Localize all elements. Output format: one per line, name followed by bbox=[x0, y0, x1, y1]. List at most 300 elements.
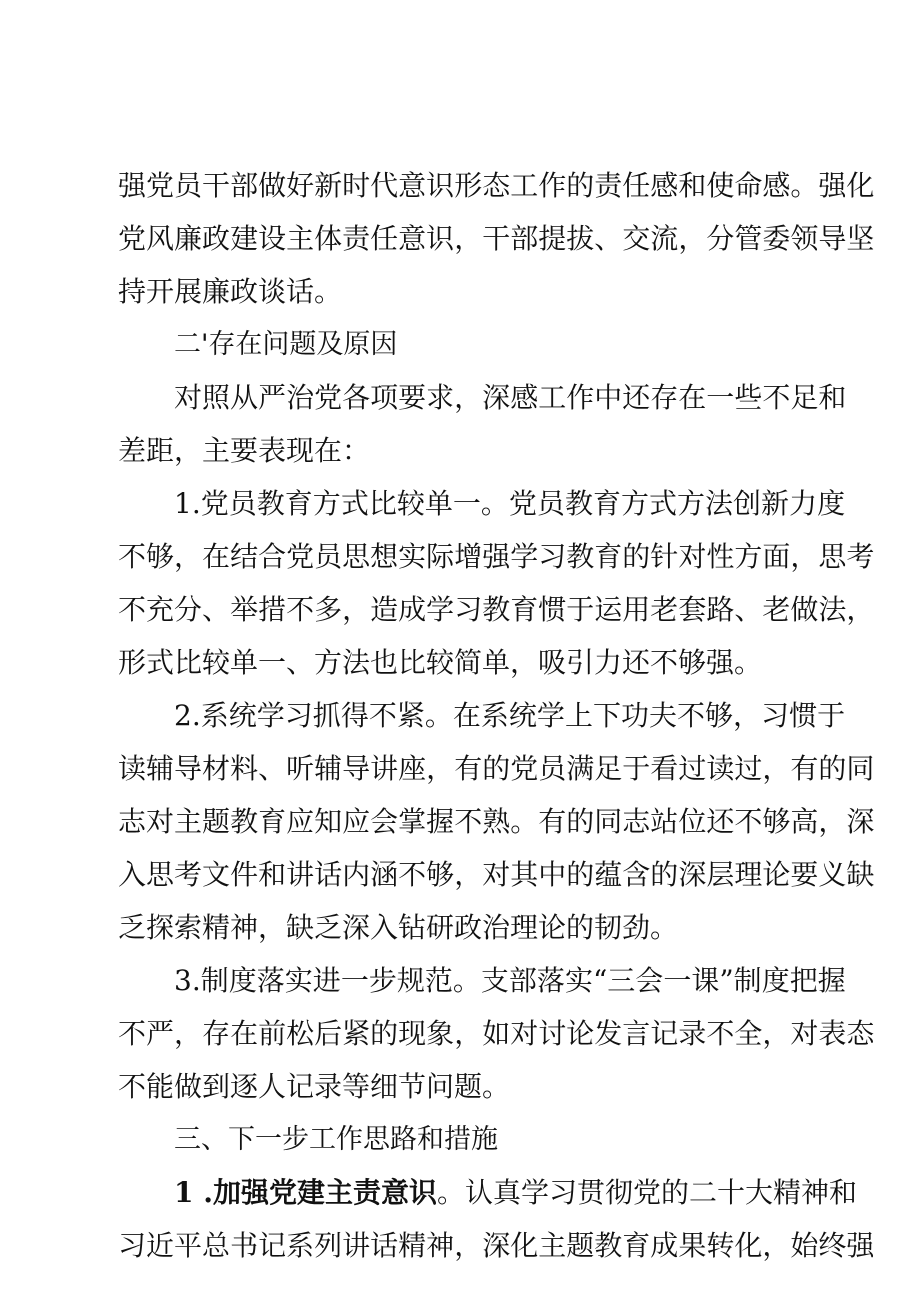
glyph: 一 bbox=[340, 964, 369, 997]
glyph: ， bbox=[678, 222, 707, 255]
section-heading: 三、下一步工作思路和措施 bbox=[174, 1124, 498, 1155]
glyph: 党 bbox=[200, 487, 229, 520]
glyph: 精 bbox=[398, 1229, 427, 1262]
glyph: 坚 bbox=[846, 222, 875, 255]
glyph: 深 bbox=[678, 858, 707, 891]
glyph: 感 bbox=[762, 169, 791, 202]
body-text-line: 形式比较单一、方法也比较简单，吸引力还不够强。 bbox=[118, 646, 763, 679]
glyph: 握 bbox=[426, 805, 455, 838]
glyph: ， bbox=[733, 699, 762, 732]
glyph: 对 bbox=[146, 805, 175, 838]
glyph: 员 bbox=[228, 487, 257, 520]
glyph: 全 bbox=[734, 1017, 763, 1050]
glyph: 讲 bbox=[370, 752, 399, 785]
glyph: 化 bbox=[734, 1229, 763, 1262]
glyph: 落 bbox=[256, 964, 285, 997]
glyph: 系 bbox=[200, 699, 229, 732]
glyph: 育 bbox=[258, 805, 287, 838]
glyph: 想 bbox=[370, 540, 399, 573]
glyph: 。 bbox=[510, 805, 539, 838]
glyph: 习 bbox=[538, 540, 567, 573]
glyph: 分 bbox=[706, 222, 735, 255]
glyph: 惯 bbox=[789, 699, 818, 732]
glyph: 站 bbox=[650, 805, 679, 838]
glyph: 知 bbox=[314, 805, 343, 838]
body-text-line bbox=[118, 158, 875, 214]
glyph: 话 bbox=[370, 1229, 399, 1262]
body-text-line bbox=[174, 688, 846, 744]
glyph: 方 bbox=[734, 540, 763, 573]
glyph: 平 bbox=[174, 1229, 203, 1262]
body-text-line: 持开展廉政谈话。 bbox=[118, 275, 343, 308]
body-text-line bbox=[118, 582, 875, 638]
glyph: 使 bbox=[706, 169, 735, 202]
glyph: 党 bbox=[146, 169, 175, 202]
glyph: 课 bbox=[691, 964, 720, 997]
glyph: 任 bbox=[622, 169, 651, 202]
glyph: 主 bbox=[174, 805, 203, 838]
glyph: 满 bbox=[566, 752, 595, 785]
glyph: 对 bbox=[174, 381, 203, 414]
glyph: 发 bbox=[594, 1017, 623, 1050]
glyph: 应 bbox=[286, 805, 315, 838]
glyph: 件 bbox=[230, 858, 259, 891]
glyph: 中 bbox=[594, 381, 623, 414]
glyph: 化 bbox=[510, 1229, 539, 1262]
glyph: 严 bbox=[258, 381, 287, 414]
glyph: 识 bbox=[426, 169, 455, 202]
glyph: 态 bbox=[482, 169, 511, 202]
glyph: 法 bbox=[818, 593, 847, 626]
glyph: 不 bbox=[677, 699, 706, 732]
glyph: 制 bbox=[733, 964, 762, 997]
glyph: 、 bbox=[594, 222, 623, 255]
glyph: 员 bbox=[538, 752, 567, 785]
glyph: 意 bbox=[398, 169, 427, 202]
glyph: 际 bbox=[426, 540, 455, 573]
glyph: 终 bbox=[818, 1229, 847, 1262]
glyph: 座 bbox=[398, 752, 427, 785]
glyph: 感 bbox=[510, 381, 539, 414]
glyph: 提 bbox=[538, 222, 567, 255]
body-text-line bbox=[174, 476, 846, 532]
glyph: 握 bbox=[817, 964, 846, 997]
glyph: 下 bbox=[592, 699, 621, 732]
glyph: 思 bbox=[818, 540, 847, 573]
body-text-line bbox=[118, 741, 875, 797]
glyph: 习 bbox=[761, 699, 790, 732]
glyph: 不 bbox=[706, 1017, 735, 1050]
glyph: 增 bbox=[454, 540, 483, 573]
glyph: 文 bbox=[202, 858, 231, 891]
glyph: 料 bbox=[230, 752, 259, 785]
glyph: 进 bbox=[312, 964, 341, 997]
glyph: 前 bbox=[258, 1017, 287, 1050]
glyph: 部 bbox=[508, 964, 537, 997]
glyph: 照 bbox=[202, 381, 231, 414]
glyph: 党 bbox=[286, 540, 315, 573]
glyph: 习 bbox=[118, 1229, 147, 1262]
glyph: 项 bbox=[370, 381, 399, 414]
glyph: 教 bbox=[482, 593, 511, 626]
glyph: 分 bbox=[174, 593, 203, 626]
glyph: 合 bbox=[258, 540, 287, 573]
body-text-line: 不能做到逐人记录等细节问题。 bbox=[118, 1070, 511, 1103]
glyph: 委 bbox=[762, 222, 791, 255]
glyph: 在 bbox=[230, 1017, 259, 1050]
glyph: 不 bbox=[762, 381, 791, 414]
glyph: 建 bbox=[230, 222, 259, 255]
glyph: 得 bbox=[340, 699, 369, 732]
glyph: 交 bbox=[622, 222, 651, 255]
body-text-line bbox=[174, 370, 847, 426]
glyph: 形 bbox=[454, 169, 483, 202]
glyph: 一 bbox=[706, 381, 735, 414]
glyph: 作 bbox=[538, 169, 567, 202]
glyph: 主 bbox=[538, 1229, 567, 1262]
glyph: 廉 bbox=[174, 222, 203, 255]
glyph: 中 bbox=[538, 858, 567, 891]
glyph: 不 bbox=[734, 805, 763, 838]
glyph: 1 bbox=[174, 487, 192, 520]
glyph: 深 bbox=[482, 1229, 511, 1262]
glyph: 党 bbox=[314, 381, 343, 414]
glyph: ， bbox=[342, 593, 371, 626]
glyph: 有 bbox=[790, 752, 819, 785]
glyph: 步 bbox=[368, 964, 397, 997]
glyph: 深 bbox=[846, 805, 875, 838]
glyph: 。 bbox=[480, 487, 509, 520]
glyph: 党 bbox=[508, 487, 537, 520]
glyph: 应 bbox=[342, 805, 371, 838]
glyph: 够 bbox=[146, 540, 175, 573]
glyph: 结 bbox=[230, 540, 259, 573]
glyph: 后 bbox=[314, 1017, 343, 1050]
glyph: 志 bbox=[622, 805, 651, 838]
glyph: 过 bbox=[734, 752, 763, 785]
glyph: 系 bbox=[480, 699, 509, 732]
glyph: 辅 bbox=[314, 752, 343, 785]
glyph: 夫 bbox=[648, 699, 677, 732]
glyph: 对 bbox=[510, 1017, 539, 1050]
glyph: 员 bbox=[314, 540, 343, 573]
glyph: 制 bbox=[200, 964, 229, 997]
glyph: 设 bbox=[258, 222, 287, 255]
glyph: 有 bbox=[454, 752, 483, 785]
body-text-line bbox=[118, 529, 875, 585]
glyph: ， bbox=[818, 805, 847, 838]
glyph: 举 bbox=[230, 593, 259, 626]
glyph: 实 bbox=[284, 964, 313, 997]
glyph: 多 bbox=[314, 593, 343, 626]
glyph: 入 bbox=[118, 858, 147, 891]
glyph: 义 bbox=[818, 858, 847, 891]
glyph: 有 bbox=[538, 805, 567, 838]
glyph: 够 bbox=[762, 805, 791, 838]
glyph: 性 bbox=[706, 540, 735, 573]
glyph: 一 bbox=[452, 487, 481, 520]
glyph: 强 bbox=[118, 169, 147, 202]
glyph: 听 bbox=[286, 752, 315, 785]
glyph: 路 bbox=[706, 593, 735, 626]
glyph: 深 bbox=[482, 381, 511, 414]
glyph: 对 bbox=[482, 858, 511, 891]
glyph: 新 bbox=[761, 487, 790, 520]
glyph: 学 bbox=[510, 540, 539, 573]
glyph: 志 bbox=[118, 805, 147, 838]
glyph: 还 bbox=[622, 381, 651, 414]
glyph: 时 bbox=[342, 169, 371, 202]
glyph: 题 bbox=[202, 805, 231, 838]
glyph: 总 bbox=[202, 1229, 231, 1262]
glyph: 育 bbox=[284, 487, 313, 520]
glyph: 育 bbox=[510, 593, 539, 626]
glyph: 代 bbox=[370, 169, 399, 202]
glyph: 的 bbox=[370, 1017, 399, 1050]
glyph: 言 bbox=[622, 1017, 651, 1050]
glyph: 功 bbox=[620, 699, 649, 732]
glyph: 教 bbox=[594, 1229, 623, 1262]
glyph: ， bbox=[174, 1017, 203, 1050]
glyph: 面 bbox=[762, 540, 791, 573]
glyph: 列 bbox=[314, 1229, 343, 1262]
glyph: 新 bbox=[314, 169, 343, 202]
glyph: 流 bbox=[650, 222, 679, 255]
glyph: 规 bbox=[396, 964, 425, 997]
glyph: 工 bbox=[510, 169, 539, 202]
glyph: 式 bbox=[648, 487, 677, 520]
glyph: 方 bbox=[312, 487, 341, 520]
glyph: 造 bbox=[370, 593, 399, 626]
glyph: 。 bbox=[424, 699, 453, 732]
glyph: 涵 bbox=[370, 858, 399, 891]
glyph: 任 bbox=[370, 222, 399, 255]
glyph: 学 bbox=[426, 593, 455, 626]
glyph: 风 bbox=[146, 222, 175, 255]
glyph: 始 bbox=[790, 1229, 819, 1262]
glyph: 识 bbox=[426, 222, 455, 255]
glyph: 不 bbox=[118, 1017, 147, 1050]
body-text-line: 乏探索精神，缺乏深入钻研政治理论的韧劲。 bbox=[118, 911, 679, 944]
glyph: 对 bbox=[678, 540, 707, 573]
glyph: 员 bbox=[174, 169, 203, 202]
glyph: 和 bbox=[818, 381, 847, 414]
glyph: 在 bbox=[202, 540, 231, 573]
glyph: 部 bbox=[230, 169, 259, 202]
glyph: 不 bbox=[454, 805, 483, 838]
glyph: 不 bbox=[398, 858, 427, 891]
glyph: 拔 bbox=[566, 222, 595, 255]
glyph: 态 bbox=[846, 1017, 875, 1050]
glyph: 。 bbox=[452, 964, 481, 997]
glyph: 习 bbox=[284, 699, 313, 732]
glyph: 的 bbox=[566, 805, 595, 838]
glyph: 的 bbox=[566, 858, 595, 891]
glyph: 理 bbox=[734, 858, 763, 891]
glyph: 论 bbox=[566, 1017, 595, 1050]
glyph: 现 bbox=[398, 1017, 427, 1050]
glyph: 同 bbox=[846, 752, 875, 785]
glyph: 的 bbox=[650, 858, 679, 891]
glyph: 员 bbox=[536, 487, 565, 520]
glyph: 干 bbox=[482, 222, 511, 255]
glyph: 导 bbox=[818, 222, 847, 255]
glyph: 其 bbox=[510, 858, 539, 891]
glyph: 不 bbox=[286, 593, 315, 626]
glyph: 不 bbox=[118, 540, 147, 573]
glyph: 讲 bbox=[286, 858, 315, 891]
glyph: 、 bbox=[202, 593, 231, 626]
body-text-line bbox=[118, 211, 875, 267]
glyph: 思 bbox=[342, 540, 371, 573]
body-text-line: 差距，主要表现在： bbox=[118, 434, 371, 467]
glyph: 材 bbox=[202, 752, 231, 785]
glyph: 习 bbox=[454, 593, 483, 626]
glyph: 和 bbox=[678, 169, 707, 202]
glyph: 老 bbox=[762, 593, 791, 626]
glyph: 法 bbox=[705, 487, 734, 520]
section-heading: 二'存在问题及原因 bbox=[174, 329, 398, 360]
glyph: 强 bbox=[846, 1229, 875, 1262]
glyph: 度 bbox=[761, 964, 790, 997]
glyph: 转 bbox=[706, 1229, 735, 1262]
glyph: 读 bbox=[118, 752, 147, 785]
glyph: 题 bbox=[566, 1229, 595, 1262]
glyph: 学 bbox=[536, 699, 565, 732]
glyph: 和 bbox=[258, 858, 287, 891]
glyph: 导 bbox=[174, 752, 203, 785]
glyph: 教 bbox=[256, 487, 285, 520]
glyph: ， bbox=[790, 540, 819, 573]
glyph: 从 bbox=[230, 381, 259, 414]
glyph: 含 bbox=[622, 858, 651, 891]
glyph: 做 bbox=[790, 593, 819, 626]
glyph: 强 bbox=[818, 169, 847, 202]
glyph: 充 bbox=[146, 593, 175, 626]
glyph: 于 bbox=[566, 593, 595, 626]
glyph: 化 bbox=[846, 169, 875, 202]
glyph: 措 bbox=[258, 593, 287, 626]
glyph: 支 bbox=[480, 964, 509, 997]
subheading-text: 1 .加强党建主责意识 bbox=[174, 1176, 437, 1209]
glyph: “ bbox=[592, 964, 608, 997]
glyph: 部 bbox=[510, 222, 539, 255]
glyph: 考 bbox=[846, 540, 875, 573]
glyph: 象 bbox=[426, 1017, 455, 1050]
glyph: 教 bbox=[566, 540, 595, 573]
glyph: 足 bbox=[594, 752, 623, 785]
glyph: 缺 bbox=[846, 858, 875, 891]
glyph: 责 bbox=[594, 169, 623, 202]
glyph: 求 bbox=[426, 381, 455, 414]
glyph: 三 bbox=[607, 964, 636, 997]
body-text-line bbox=[118, 1218, 875, 1274]
glyph: 会 bbox=[635, 964, 664, 997]
glyph: 成 bbox=[398, 593, 427, 626]
glyph: 成 bbox=[650, 1229, 679, 1262]
glyph: ， bbox=[454, 1017, 483, 1050]
glyph: 蕴 bbox=[594, 858, 623, 891]
glyph: 于 bbox=[622, 752, 651, 785]
glyph: 辅 bbox=[146, 752, 175, 785]
glyph: 干 bbox=[202, 169, 231, 202]
glyph: ， bbox=[454, 381, 483, 414]
glyph: 话 bbox=[314, 858, 343, 891]
glyph: 讨 bbox=[538, 1017, 567, 1050]
glyph: 政 bbox=[202, 222, 231, 255]
glyph: 老 bbox=[650, 593, 679, 626]
glyph: 学 bbox=[256, 699, 285, 732]
glyph: 考 bbox=[174, 858, 203, 891]
glyph: 存 bbox=[202, 1017, 231, 1050]
glyph: . bbox=[191, 964, 201, 997]
glyph: 管 bbox=[734, 222, 763, 255]
glyph: 上 bbox=[564, 699, 593, 732]
glyph: 体 bbox=[314, 222, 343, 255]
glyph: ， bbox=[762, 752, 791, 785]
glyph: 3 bbox=[174, 964, 192, 997]
glyph: 够 bbox=[705, 699, 734, 732]
glyph: 些 bbox=[734, 381, 763, 414]
glyph: 各 bbox=[342, 381, 371, 414]
glyph: ， bbox=[454, 1229, 483, 1262]
glyph: ， bbox=[454, 858, 483, 891]
glyph: 同 bbox=[594, 805, 623, 838]
glyph: 治 bbox=[286, 381, 315, 414]
glyph: 度 bbox=[817, 487, 846, 520]
glyph: 实 bbox=[398, 540, 427, 573]
body-text-line bbox=[118, 794, 875, 850]
glyph: . bbox=[191, 699, 201, 732]
glyph: 用 bbox=[622, 593, 651, 626]
glyph: 统 bbox=[508, 699, 537, 732]
glyph: ， bbox=[762, 1017, 791, 1050]
glyph: 高 bbox=[790, 805, 819, 838]
glyph: 于 bbox=[817, 699, 846, 732]
glyph: 党 bbox=[118, 222, 147, 255]
glyph: 责 bbox=[342, 222, 371, 255]
glyph: 记 bbox=[650, 1017, 679, 1050]
glyph: 好 bbox=[286, 169, 315, 202]
glyph: 方 bbox=[677, 487, 706, 520]
glyph: 方 bbox=[620, 487, 649, 520]
glyph: 层 bbox=[706, 858, 735, 891]
glyph: 要 bbox=[790, 858, 819, 891]
glyph: 导 bbox=[342, 752, 371, 785]
body-text-line bbox=[174, 953, 846, 1009]
glyph: 位 bbox=[678, 805, 707, 838]
glyph: 严 bbox=[146, 1017, 175, 1050]
glyph: 。 bbox=[790, 169, 819, 202]
body-text-line bbox=[118, 847, 875, 903]
body-text-line bbox=[174, 1165, 857, 1221]
glyph: 记 bbox=[258, 1229, 287, 1262]
glyph: 的 bbox=[482, 752, 511, 785]
glyph: 近 bbox=[146, 1229, 175, 1262]
glyph: 作 bbox=[566, 381, 595, 414]
glyph: 果 bbox=[678, 1229, 707, 1262]
glyph: 够 bbox=[426, 858, 455, 891]
glyph: 统 bbox=[228, 699, 257, 732]
glyph: 的 bbox=[622, 540, 651, 573]
glyph: 较 bbox=[396, 487, 425, 520]
glyph: 对 bbox=[790, 1017, 819, 1050]
glyph: 单 bbox=[424, 487, 453, 520]
glyph: ， bbox=[762, 1229, 791, 1262]
glyph: 实 bbox=[564, 964, 593, 997]
glyph: 工 bbox=[538, 381, 567, 414]
glyph: 紧 bbox=[396, 699, 425, 732]
